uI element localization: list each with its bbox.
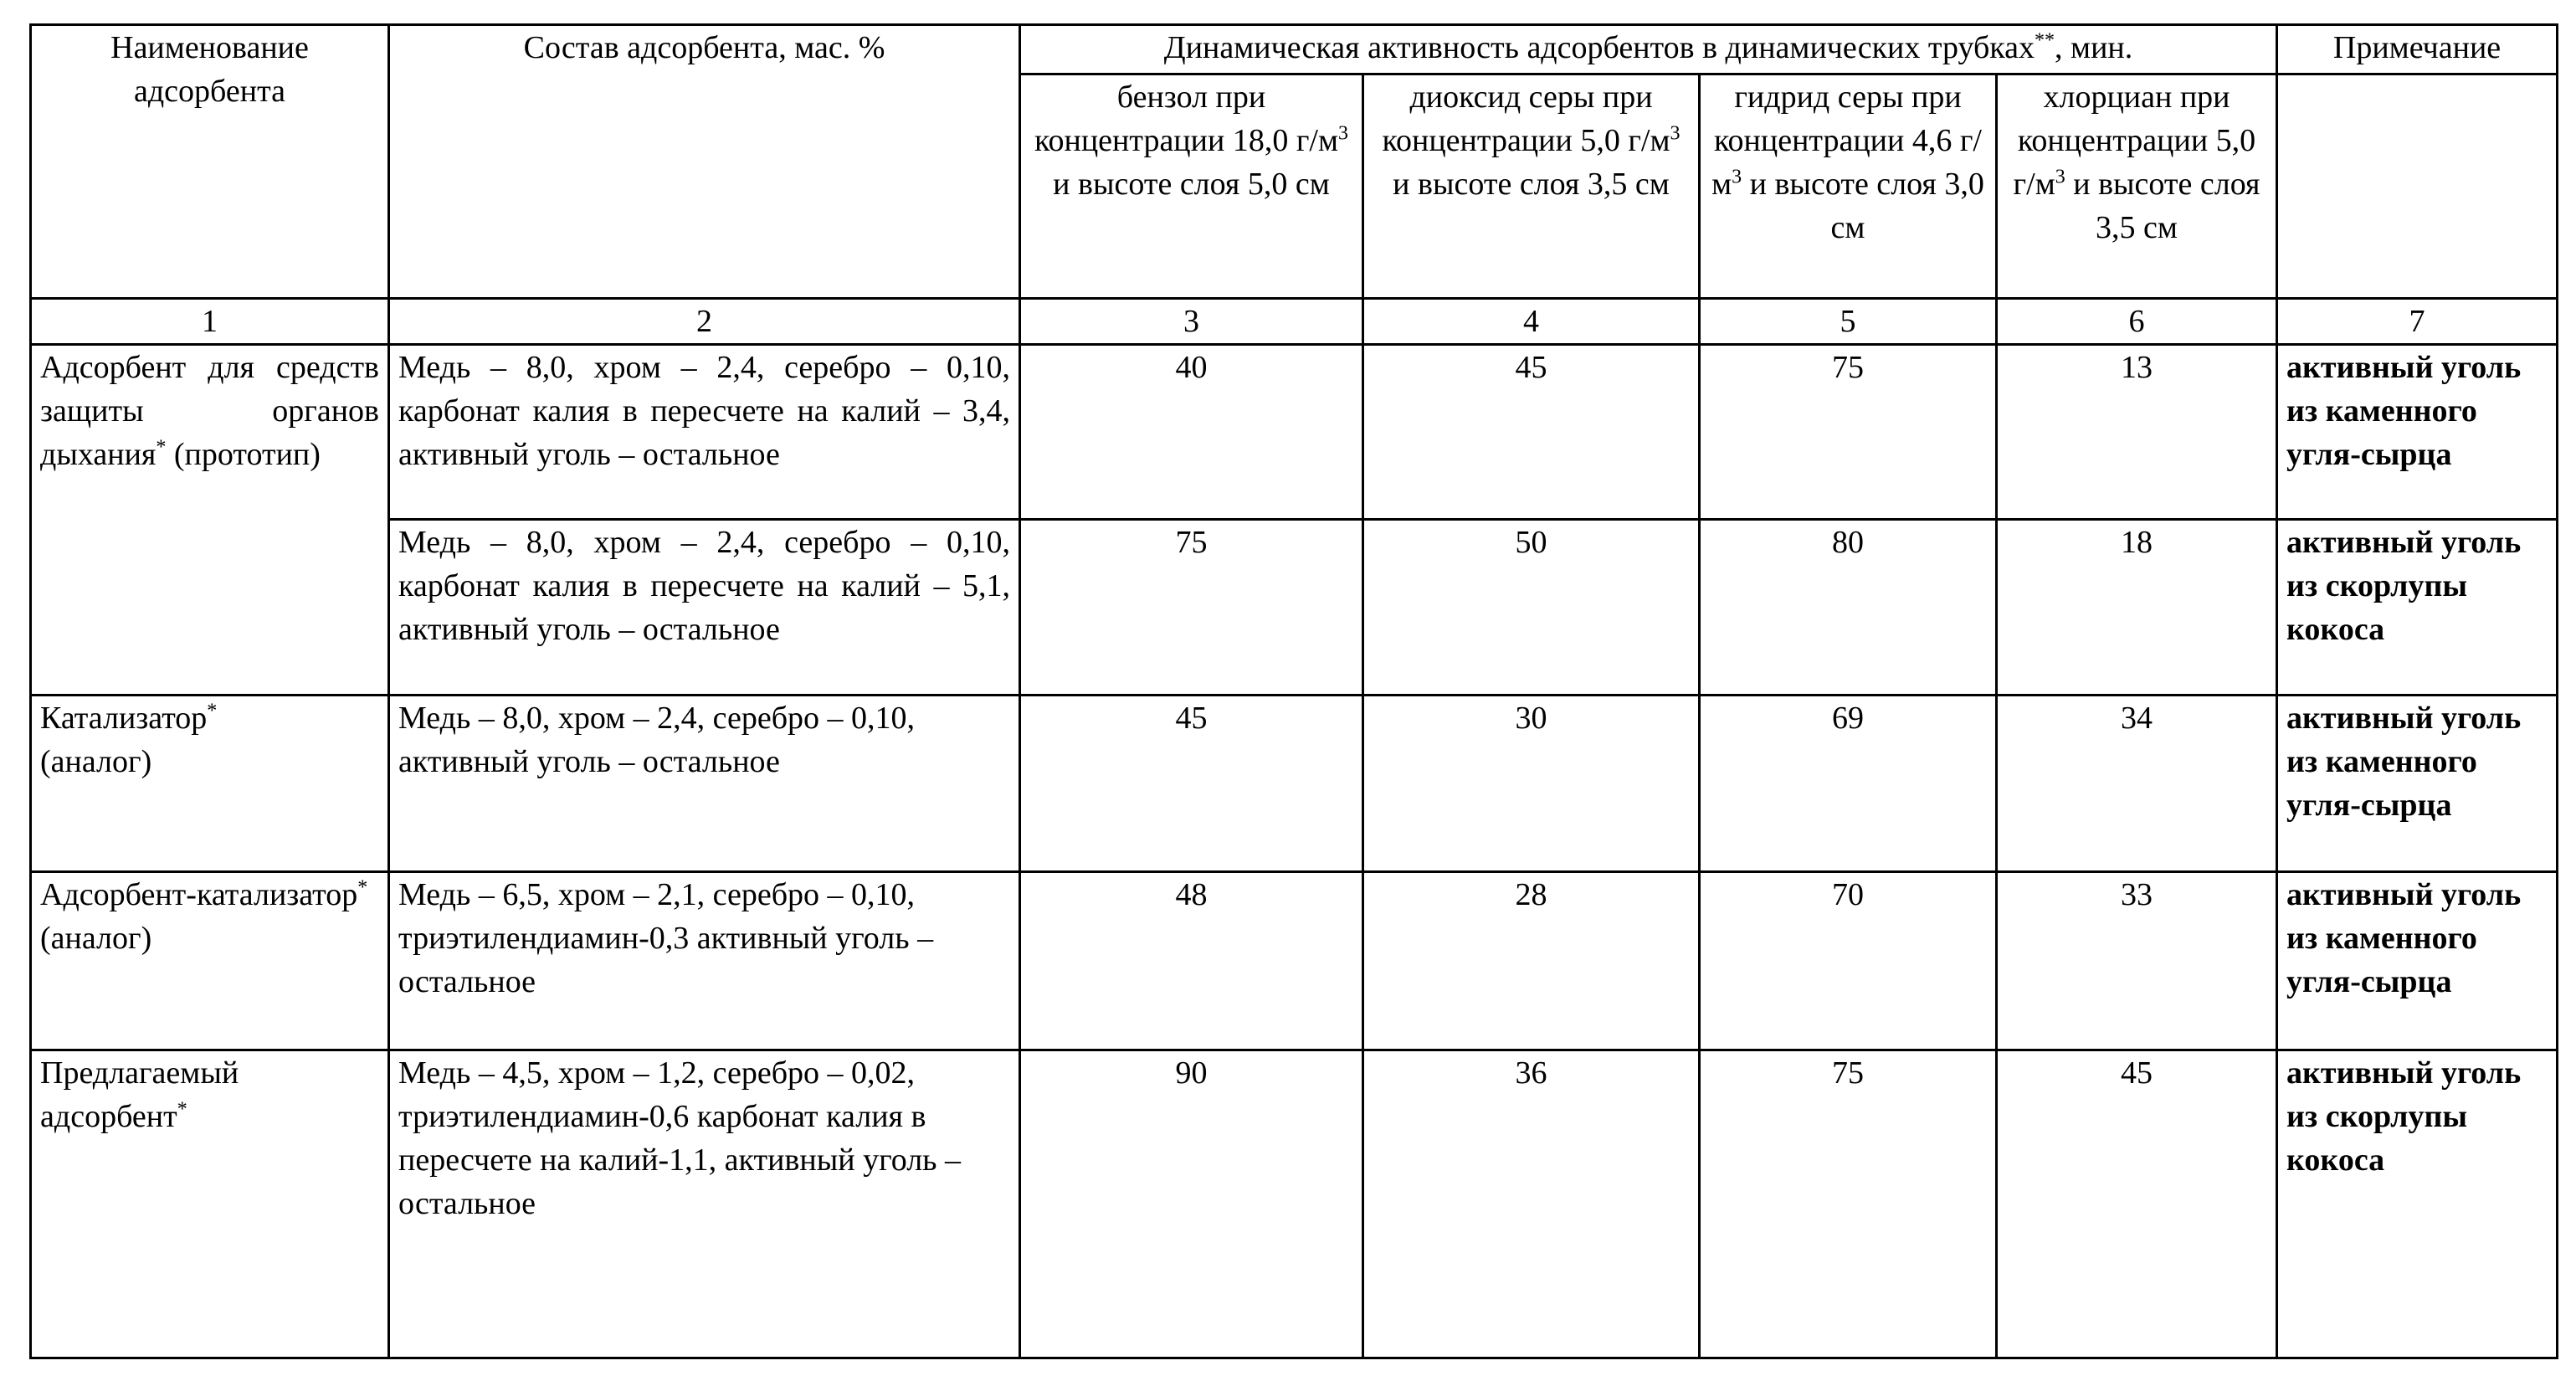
value-so2: 30 [1363, 696, 1700, 872]
note: активный уголь из каменного угля-сырца [2277, 696, 2558, 872]
value-clcn: 18 [1997, 520, 2277, 696]
value-clcn: 45 [1997, 1050, 2277, 1358]
table-row [31, 520, 2558, 696]
header-note: Примечание [2277, 25, 2558, 74]
table-row [31, 345, 2558, 520]
header-note-empty [2277, 74, 2558, 299]
value-h2s: 69 [1700, 696, 1997, 872]
adsorbent-name: Адсорбент-катализатор* (аналог) [31, 872, 389, 1050]
header-hydrogen-sulfide: гидрид серы при концентрации 4,6 г/м3 и высоте слоя 3,0 см [1700, 74, 1997, 299]
value-h2s: 80 [1700, 520, 1997, 696]
value-clcn: 13 [1997, 345, 2277, 520]
note: активный уголь из каменного угля-сырца [2277, 345, 2558, 520]
header-cyanogen-chloride: хлорциан при концентрации 5,0 г/м3 и высоте слоя 3,5 см [1997, 74, 2277, 299]
value-h2s: 75 [1700, 345, 1997, 520]
adsorbent-name: Катализатор* (аналог) [31, 696, 389, 872]
column-number: 4 [1363, 299, 1700, 345]
column-number: 7 [2277, 299, 2558, 345]
value-h2s: 75 [1700, 1050, 1997, 1358]
column-number: 2 [389, 299, 1020, 345]
composition: Медь – 6,5, хром – 2,1, серебро – 0,10, триэтилендиамин-0,3 активный уголь – остальное [389, 872, 1020, 1050]
composition: Медь – 4,5, хром – 1,2, серебро – 0,02, триэтилендиамин-0,6 карбонат калия в пересчете на калий-1,1, активный уголь – остальное [389, 1050, 1020, 1358]
value-so2: 28 [1363, 872, 1700, 1050]
table-row [31, 1050, 2558, 1358]
header-activity: Динамическая активность адсорбентов в динамических трубках**, мин. [1020, 25, 2277, 74]
value-so2: 45 [1363, 345, 1700, 520]
adsorbent-name: Адсорбент для средств защиты органов дыхания* (прототип) [31, 345, 389, 696]
composition: Медь – 8,0, хром – 2,4, серебро – 0,10, активный уголь – остальное [389, 696, 1020, 872]
value-benzene: 48 [1020, 872, 1363, 1050]
header-benzene: бензол при концентрации 18,0 г/м3 и высоте слоя 5,0 см [1020, 74, 1363, 299]
composition: Медь – 8,0, хром – 2,4, серебро – 0,10, карбонат калия в пересчете на калий – 3,4, активный уголь – остальное [389, 345, 1020, 520]
table-row [31, 872, 2558, 1050]
note: активный уголь из каменного угля-сырца [2277, 872, 2558, 1050]
value-clcn: 34 [1997, 696, 2277, 872]
header-sulfur-dioxide: диоксид серы при концентрации 5,0 г/м3 и высоте слоя 3,5 см [1363, 74, 1700, 299]
adsorbent-activity-table [29, 23, 2558, 1359]
value-benzene: 40 [1020, 345, 1363, 520]
column-numbers-row [31, 299, 2558, 345]
value-so2: 50 [1363, 520, 1700, 696]
value-clcn: 33 [1997, 872, 2277, 1050]
header-composition: Состав адсорбента, мас. % [389, 25, 1020, 299]
column-number: 5 [1700, 299, 1997, 345]
value-so2: 36 [1363, 1050, 1700, 1358]
value-h2s: 70 [1700, 872, 1997, 1050]
value-benzene: 90 [1020, 1050, 1363, 1358]
adsorbent-name: Предлагаемый адсорбент* [31, 1050, 389, 1358]
column-number: 1 [31, 299, 389, 345]
column-number: 3 [1020, 299, 1363, 345]
value-benzene: 75 [1020, 520, 1363, 696]
table-row [31, 696, 2558, 872]
header-name: Наименование адсорбента [31, 25, 389, 299]
composition: Медь – 8,0, хром – 2,4, серебро – 0,10, карбонат калия в пересчете на калий – 5,1, активный уголь – остальное [389, 520, 1020, 696]
column-number: 6 [1997, 299, 2277, 345]
value-benzene: 45 [1020, 696, 1363, 872]
note: активный уголь из скорлупы кокоса [2277, 1050, 2558, 1358]
note: активный уголь из скорлупы кокоса [2277, 520, 2558, 696]
